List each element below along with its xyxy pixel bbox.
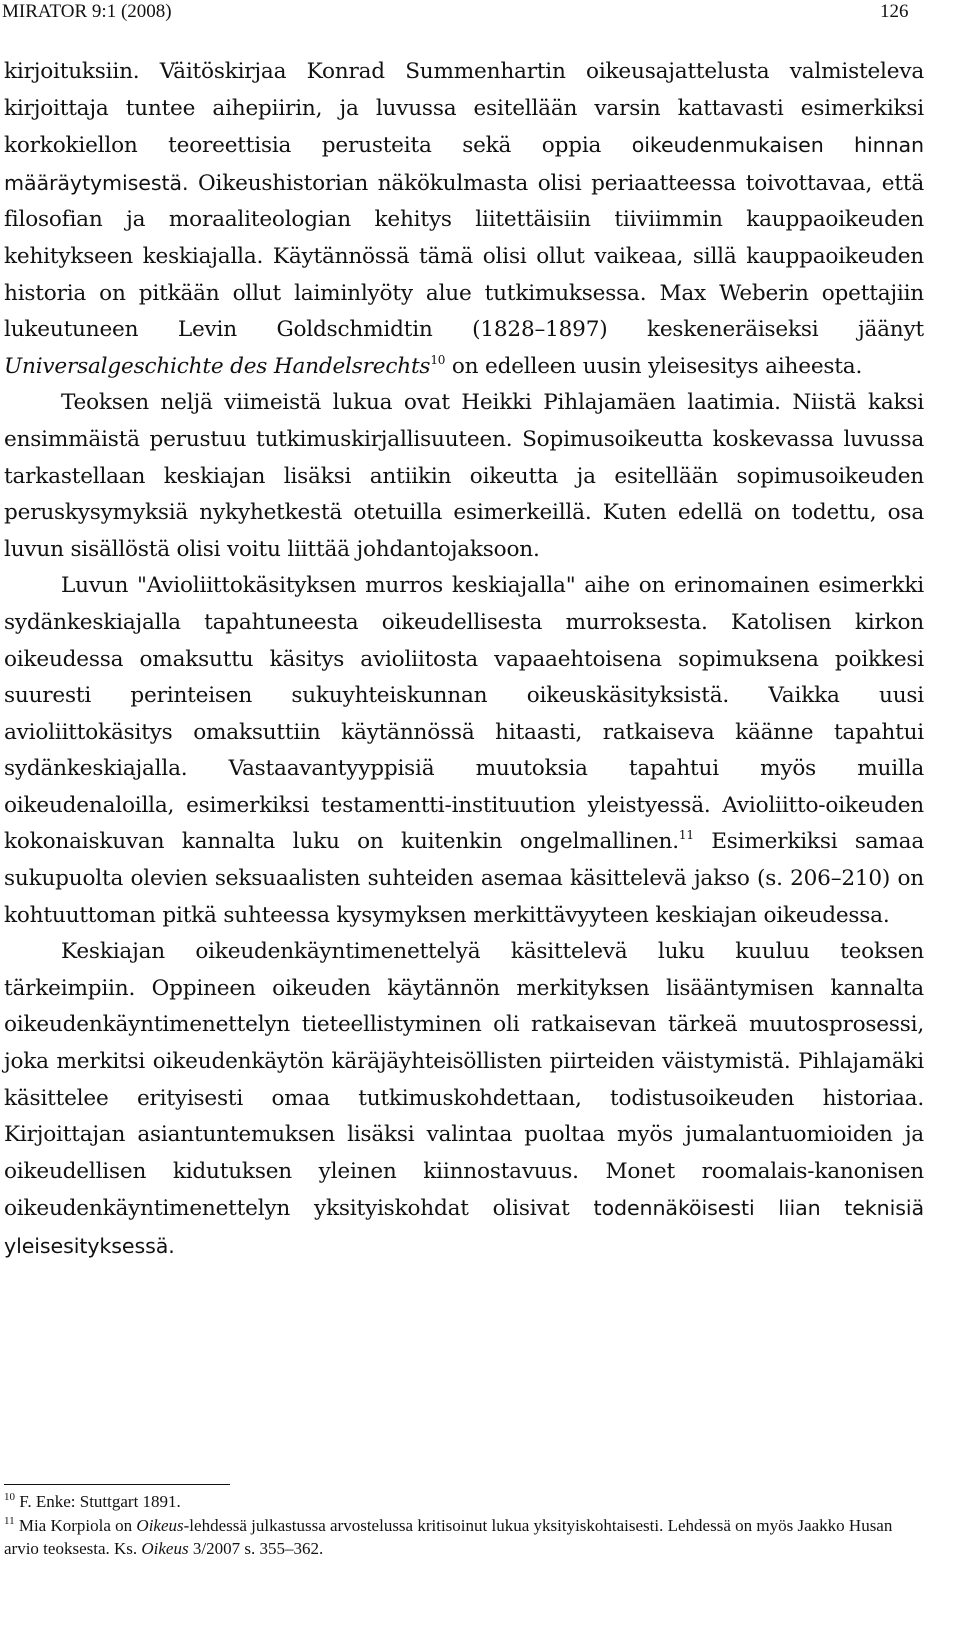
body-text	[4, 54, 924, 1266]
footnote	[4, 1514, 904, 1561]
footnotes	[4, 1490, 904, 1561]
footnote-marker: 11	[678, 828, 694, 843]
page-number: 126	[880, 1, 909, 22]
paragraph	[4, 934, 924, 1265]
paragraph-text: Oikeushistorian näkökulmasta olisi periaatteessa toivottavaa, että filosofian ja moraaliteologian kehitys liitettäisiin tiiviimmin kauppaoikeuden kehitykseen keskiajalla. Käytännössä tämä olisi ollut vaikeaa, sillä kauppaoikeuden historia on pitkään ollut laiminlyöty alue tutkimuksessa. Max Weberin opettajiin lukeutuneen Levin Goldschmidtin (1828–1897) keskeneräiseksi jäänyt	[4, 170, 924, 343]
footnote-text: 3/2007 s. 355–362.	[188, 1539, 324, 1558]
paragraph-text: Keskiajan oikeudenkäyntimenettelyä käsittelevä luku kuuluu teoksen tärkeimpiin. Oppineen oikeuden käytännön merkityksen lisääntymisen kannalta oikeudenkäyntimenettelyn tieteellistyminen oli ratkaisevan tärkeä muutosprosessi, joka merkitsi oikeudenkäytön käräjäyhteisöllisten piirteiden väistymistä. Pihlajamäki käsittelee erityisesti omaa tutkimuskohdettaan, todistusoikeuden historiaa. Kirjoittajan asiantuntemuksen lisäksi valintaa puoltaa myös jumalantuomioiden ja oikeudellisen kidutuksen yleinen kiinnostavuus. Monet roomalais-kanonisen oikeudenkäyntimenettelyn yksityiskohdat olisivat	[4, 939, 924, 1222]
paragraph: Teoksen neljä viimeistä lukua ovat Heikki Pihlajamäen laatimia. Niistä kaksi ensimmäistä perustuu tutkimuskirjallisuuteen. Sopimusoikeutta koskevassa luvussa tarkastellaan keskiajan lisäksi antiikin oikeutta ja esitellään sopimusoikeuden peruskysymyksiä nykyhetkestä otetuilla esimerkeillä. Kuten edellä on todettu, osa luvun sisällöstä olisi voitu liittää johdantojaksoon.	[4, 390, 924, 562]
footnote-number: 10	[4, 1491, 15, 1503]
footnote-text: -lehdessä julkastussa arvostelussa kritisoinut lukua yksityiskohtaisesti. Lehdessä on myös Jaakko Husan arvio teoksesta. Ks.	[4, 1515, 893, 1558]
paragraph-text: Esimerkiksi samaa sukupuolta olevien seksuaalisten suhteiden asemaa käsittelevä jakso (s. 206–210) on kohtuuttoman pitkä suhteessa kysymyksen merkittävyyteen keskiajan oikeudessa.	[4, 829, 925, 928]
paragraph-text: kirjoituksiin. Väitöskirjaa Konrad Summenhartin oikeusajattelusta valmisteleva kirjoittaja tuntee aihepiirin, ja luvussa esitellään varsin kattavasti esimerkiksi korkokiellon teoreettisia perusteita sekä oppia	[4, 59, 924, 159]
footnote-text: F. Enke: Stuttgart 1891.	[15, 1492, 181, 1511]
sans-serif-text-run: todennäköisesti liian teknisiä yleisesityksessä.	[4, 1196, 924, 1258]
paragraph-continuation	[4, 54, 924, 385]
footnote-number: 11	[4, 1514, 15, 1527]
paragraph-text: on edelleen uusin yleisesitys aiheesta.	[445, 353, 863, 379]
running-header	[0, 0, 960, 26]
footnote-text: Mia Korpiola on	[14, 1515, 137, 1535]
footnote	[4, 1490, 904, 1514]
footnote-separator	[4, 1484, 230, 1485]
journal-title: Oikeus	[141, 1539, 189, 1558]
sans-serif-text-run: oikeudenmukaisen hinnan määräytymisestä.	[4, 133, 925, 195]
paragraph	[4, 568, 924, 934]
footnote-marker: 10	[430, 352, 446, 367]
journal-citation: MIRATOR 9:1 (2008)	[2, 1, 172, 22]
paragraph-text: Luvun "Avioliittokäsityksen murros keskiajalla" aihe on erinomainen esimerkki sydänkeskiajalla tapahtuneesta oikeudellisesta murroksesta. Katolisen kirkon oikeudessa omaksuttu käsitys avioliitosta vapaaehtoisena sopimuksena poikkesi suuresti perinteisen sukuyhteiskunnan oikeuskäsityksistä. Vaikka uusi avioliittokäsitys omaksuttiin käytännössä hitaasti, ratkaiseva käänne tapahtui sydänkeskiajalla. Vastaavantyyppisiä muutoksia tapahtui myös muilla oikeudenaloilla, esimerkiksi testamentti-instituution yleistyessä. Avioliitto-oikeuden kokonaiskuvan kannalta luku on kuitenkin ongelmallinen.	[4, 573, 924, 855]
book-title: Universalgeschichte des Handelsrechts	[4, 353, 431, 379]
journal-title: Oikeus	[136, 1515, 184, 1535]
